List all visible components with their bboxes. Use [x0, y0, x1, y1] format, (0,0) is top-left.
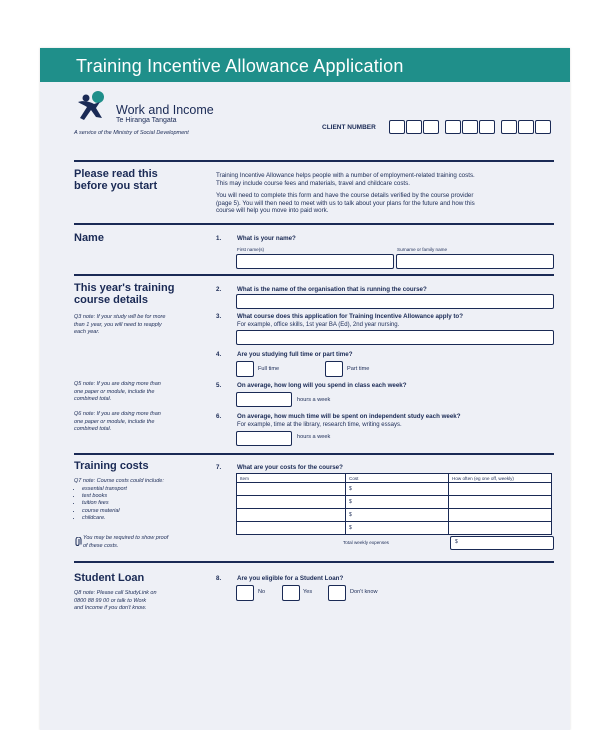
q1-text: What is your name?	[237, 235, 296, 242]
proof-note-line1: You may be required to show proof	[83, 535, 169, 541]
how-often-cell[interactable]	[449, 483, 552, 496]
loan-note-line2: 0800 88 99 00 or talk to Work	[74, 597, 147, 604]
intro-para2-line2: (page 5). You will then need to meet with us to talk about your plans for the future and how this	[216, 199, 475, 207]
q6-note	[74, 411, 161, 434]
q3-note-line2: than 1 year, you will need to reapply	[74, 321, 162, 328]
intro-para2-line1: You will need to complete this form and have the course details verified by the course provider	[216, 192, 474, 199]
client-number-box-2[interactable]	[406, 120, 422, 134]
q3-note-line1: Q3 note: If your study will be for more	[74, 314, 166, 320]
loan-dont-know-label: Don't know	[350, 589, 378, 595]
first-name-label: First name(s)	[237, 247, 265, 252]
item-cell[interactable]	[237, 522, 346, 535]
title-banner	[40, 48, 570, 82]
q2-number: 2.	[216, 286, 222, 293]
divider-loan	[74, 561, 554, 563]
q2-text: What is the name of the organisation that is running the course?	[237, 286, 427, 293]
table-row	[237, 522, 552, 535]
q6-note-line3: combined total.	[74, 426, 112, 432]
cost-cell[interactable]: $	[346, 496, 449, 509]
form-title: Training Incentive Allowance Application	[76, 56, 404, 76]
cost-cell[interactable]: $	[346, 483, 449, 496]
class-hours-field[interactable]	[236, 392, 292, 407]
divider-name	[74, 223, 554, 225]
paperclip-icon	[74, 534, 82, 544]
costs-list-item: • childcare.	[82, 515, 164, 522]
q6-note-line2: one paper or module, include the	[74, 418, 155, 425]
part-time-checkbox[interactable]	[325, 361, 343, 377]
proof-note	[83, 535, 168, 550]
total-weekly-field[interactable]	[450, 536, 554, 550]
q5-text: On average, how long will you spend in class each week?	[237, 382, 407, 389]
surname-label: Surname or family name	[397, 247, 448, 252]
first-name-field[interactable]	[236, 254, 394, 269]
client-number-box-3[interactable]	[423, 120, 439, 134]
intro-heading-line1: Please read this	[74, 168, 158, 180]
loan-dont-know-checkbox[interactable]	[328, 585, 346, 601]
client-number-box-8[interactable]	[518, 120, 534, 134]
q3-text: What course does this application for Training Incentive Allowance apply to?	[237, 313, 463, 320]
q8-text: Are you eligible for a Student Loan?	[237, 575, 344, 582]
logo-subtitle: Te Hiranga Tangata	[116, 117, 177, 124]
client-number-box-5[interactable]	[462, 120, 478, 134]
organisation-field[interactable]	[236, 294, 554, 309]
q6-note-line1: Q6 note: If you are doing more than	[74, 411, 161, 417]
loan-note-line1: Q8 note: Please call StudyLink on	[74, 590, 157, 596]
loan-heading: Student Loan	[74, 572, 145, 584]
divider-course	[74, 274, 554, 276]
how-often-cell[interactable]	[449, 522, 552, 535]
costs-list-item: • text books	[82, 493, 164, 500]
loan-yes-checkbox[interactable]	[282, 585, 300, 601]
q5-note-line1: Q5 note: If you are doing more than	[74, 381, 161, 387]
col-item: Item	[237, 474, 346, 483]
q5-note-line2: one paper or module, include the	[74, 388, 155, 395]
table-row	[237, 483, 552, 496]
course-heading-line1: This year's training	[74, 282, 175, 294]
q6-text: On average, how much time will be spent on independent study each week?	[237, 413, 461, 420]
q7-text: What are your costs for the course?	[237, 464, 343, 471]
study-hours-field[interactable]	[236, 431, 292, 446]
costs-note	[74, 478, 164, 523]
divider-costs	[74, 453, 554, 455]
course-field[interactable]	[236, 330, 554, 345]
costs-list-item: • tuition fees	[82, 500, 164, 507]
q3-note-line3: each year.	[74, 329, 100, 335]
q8-number: 8.	[216, 575, 222, 582]
work-and-income-logo-icon	[74, 90, 110, 122]
full-time-checkbox[interactable]	[236, 361, 254, 377]
col-cost: Cost	[346, 474, 449, 483]
q7-number: 7.	[216, 464, 222, 471]
cost-cell[interactable]: $	[346, 522, 449, 535]
client-number-box-7[interactable]	[501, 120, 517, 134]
col-how-often: How often (eg one off, weekly)	[449, 474, 552, 483]
client-number-box-1[interactable]	[389, 120, 405, 134]
class-hours-unit: hours a week	[297, 397, 331, 403]
costs-list	[74, 486, 164, 523]
how-often-cell[interactable]	[449, 496, 552, 509]
item-cell[interactable]	[237, 483, 346, 496]
study-hours-unit: hours a week	[297, 434, 331, 440]
item-cell[interactable]	[237, 509, 346, 522]
q3-number: 3.	[216, 313, 222, 320]
q4-text: Are you studying full time or part time?	[237, 351, 353, 358]
q3-note	[74, 314, 165, 337]
loan-no-checkbox[interactable]	[236, 585, 254, 601]
form-page	[40, 48, 570, 730]
total-weekly-label: Total weekly expenses	[343, 540, 389, 545]
total-dollar: $	[455, 539, 458, 545]
client-number-box-6[interactable]	[479, 120, 495, 134]
item-cell[interactable]	[237, 496, 346, 509]
part-time-label: Part time	[347, 366, 370, 372]
q3-subtext: For example, office skills, 1st year BA (Ed), 2nd year nursing.	[237, 322, 400, 328]
intro-para2-line3: course will help you move into paid work.	[216, 207, 329, 215]
costs-list-item: • course material	[82, 508, 164, 515]
client-number-box-9[interactable]	[535, 120, 551, 134]
loan-note-line3: and Income if you don't know.	[74, 605, 147, 611]
table-row	[237, 496, 552, 509]
divider-intro	[74, 160, 554, 162]
table-row	[237, 509, 552, 522]
loan-no-label: No	[258, 589, 266, 595]
full-time-label: Full time	[258, 366, 280, 372]
intro-para1-line1: Training Incentive Allowance helps people with a number of employment-related training costs.	[216, 172, 475, 179]
cost-cell[interactable]: $	[346, 509, 449, 522]
q6-number: 6.	[216, 413, 222, 420]
q1-number: 1.	[216, 235, 222, 242]
q4-number: 4.	[216, 351, 222, 358]
intro-heading-line2: before you start	[74, 180, 158, 192]
surname-field[interactable]	[396, 254, 554, 269]
client-number-label: CLIENT NUMBER	[322, 124, 376, 131]
proof-note-line2: of these costs.	[83, 542, 119, 549]
q5-note-line3: combined total.	[74, 396, 112, 402]
costs-table	[236, 473, 552, 535]
q5-number: 5.	[216, 382, 222, 389]
loan-yes-label: Yes	[303, 589, 313, 595]
service-line: A service of the Ministry of Social Development	[74, 130, 189, 136]
costs-heading: Training costs	[74, 460, 149, 472]
logo-name: Work and Income	[116, 103, 214, 117]
loan-note	[74, 590, 157, 613]
costs-list-item: • essential transport	[82, 486, 164, 493]
costs-note-intro: Q7 note: Course costs could include:	[74, 478, 164, 484]
how-often-cell[interactable]	[449, 509, 552, 522]
intro-para1-line2: This may include course fees and materials, travel and childcare costs.	[216, 179, 410, 187]
name-heading: Name	[74, 232, 104, 244]
client-number-box-4[interactable]	[445, 120, 461, 134]
q5-note	[74, 381, 161, 404]
q6-subtext: For example, time at the library, research time, writing essays.	[237, 422, 402, 428]
course-heading-line2: course details	[74, 294, 148, 306]
